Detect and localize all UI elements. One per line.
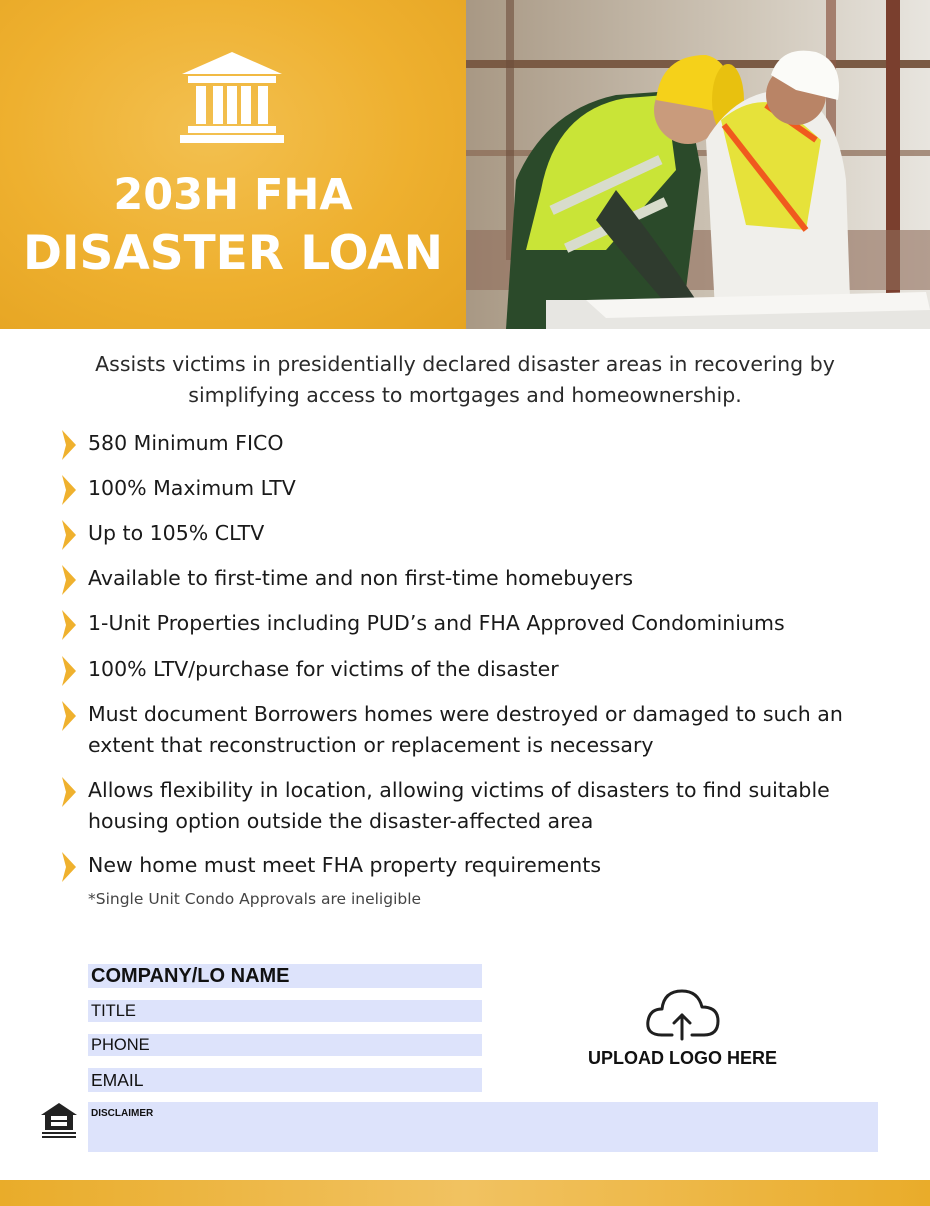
list-item: 1-Unit Properties including PUD’s and FHA Approved Condominiums bbox=[88, 611, 785, 635]
upload-logo-area[interactable] bbox=[560, 985, 805, 1075]
chevron-right-icon bbox=[58, 520, 78, 550]
list-item: 100% Maximum LTV bbox=[88, 476, 296, 500]
chevron-right-icon bbox=[58, 777, 78, 807]
chevron-right-icon bbox=[58, 475, 78, 505]
upload-logo-label: UPLOAD LOGO HERE bbox=[587, 1048, 777, 1068]
intro-text: Assists victims in presidentially declared disaster areas in recovering by simplifying access to mortgages and homeownership. bbox=[95, 352, 835, 407]
header-photo bbox=[466, 0, 930, 329]
equal-housing-opportunity-icon bbox=[40, 1102, 78, 1140]
email-field[interactable]: EMAIL bbox=[88, 1068, 482, 1092]
chevron-right-icon bbox=[58, 701, 78, 731]
footer-bar bbox=[0, 1180, 930, 1206]
chevron-right-icon bbox=[58, 610, 78, 640]
title-field[interactable]: TITLE bbox=[88, 1000, 482, 1022]
footnote: *Single Unit Condo Approvals are ineligible bbox=[88, 890, 422, 908]
list-item: Allows flexibility in location, allowing victims of disasters to find suitable housing option outside the disaster-affected area bbox=[88, 778, 830, 833]
page-title-line1: 203H FHA bbox=[113, 170, 353, 220]
list-item: Must document Borrowers homes were destroyed or damaged to such an extent that reconstruction or replacement is necessary bbox=[88, 702, 843, 757]
chevron-right-icon bbox=[58, 656, 78, 686]
company-name-field[interactable]: COMPANY/LO NAME bbox=[88, 964, 482, 988]
page-title-line2: DISASTER LOAN bbox=[23, 226, 443, 281]
list-item: 100% LTV/purchase for victims of the disaster bbox=[88, 657, 559, 681]
header-banner bbox=[0, 0, 930, 329]
title-panel bbox=[0, 0, 466, 329]
chevron-right-icon bbox=[58, 852, 78, 882]
disclaimer-field[interactable]: DISCLAIMER bbox=[88, 1102, 878, 1152]
cloud-upload-icon bbox=[644, 985, 720, 1041]
list-item: Available to first-time and non first-time homebuyers bbox=[88, 566, 634, 590]
list-item: New home must meet FHA property requirements bbox=[88, 853, 602, 877]
list-item: Up to 105% CLTV bbox=[88, 521, 265, 545]
list-item: 580 Minimum FICO bbox=[88, 431, 284, 455]
bank-building-icon bbox=[178, 52, 286, 144]
chevron-right-icon bbox=[58, 565, 78, 595]
chevron-right-icon bbox=[58, 430, 78, 460]
phone-field[interactable]: PHONE bbox=[88, 1034, 482, 1056]
